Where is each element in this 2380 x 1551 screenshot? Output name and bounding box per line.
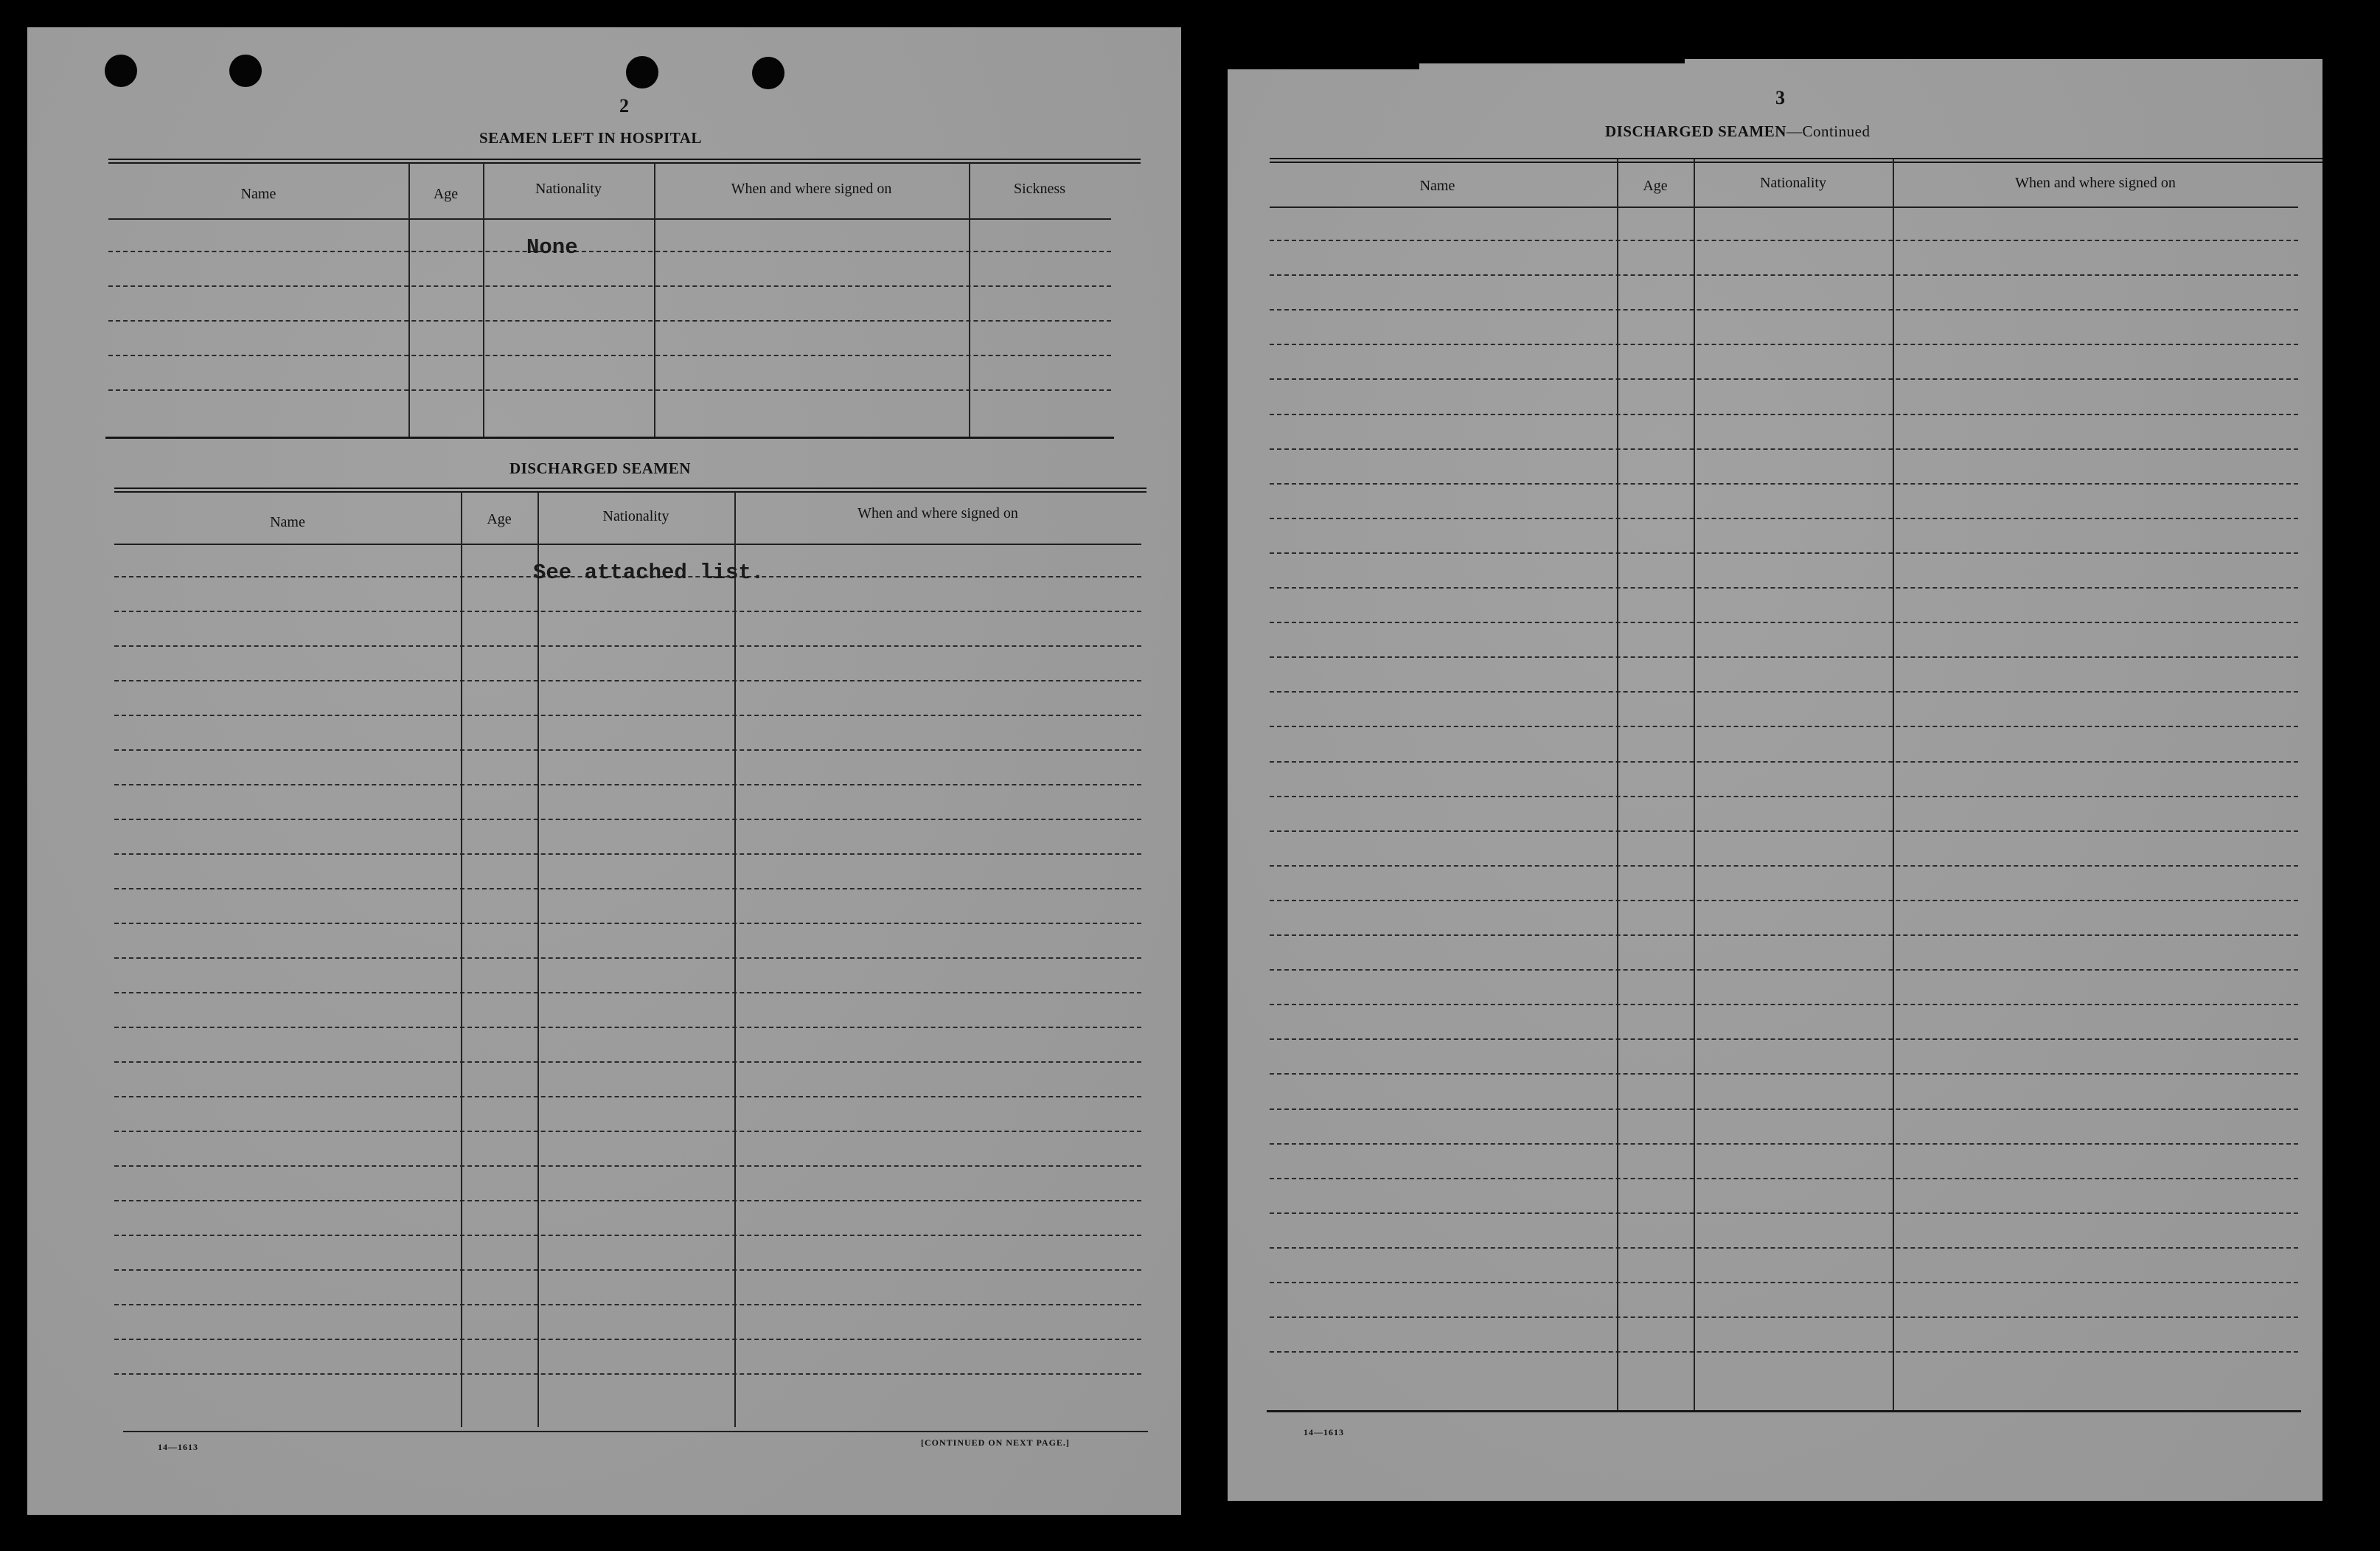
table-row-line: [114, 819, 1141, 820]
table-row-line: [1270, 1212, 2298, 1214]
table-row-line: [114, 1131, 1141, 1132]
table-top-rule: [108, 159, 1141, 164]
table-row-line: [108, 320, 1111, 322]
col-header-nationality: Nationality: [1760, 175, 1826, 191]
table-row-line: [114, 645, 1141, 647]
col-header-name: Name: [1419, 178, 1455, 194]
punch-hole: [626, 56, 658, 89]
table-row-line: [114, 1165, 1141, 1167]
form-number: 14—1613: [158, 1442, 198, 1452]
continued-note: [CONTINUED ON NEXT PAGE.]: [921, 1437, 1070, 1448]
section-title-suffix: —Continued: [1786, 122, 1871, 140]
hospital-entry: None: [526, 235, 578, 260]
col-header-age: Age: [487, 511, 512, 527]
table-row-line: [114, 715, 1141, 716]
table-row-line: [114, 1235, 1141, 1236]
col-header-age: Age: [433, 186, 459, 202]
table-row-line: [1270, 552, 2298, 554]
table-row-line: [1270, 1351, 2298, 1353]
discharged-entry: See attached list.: [533, 561, 765, 585]
page-number: 3: [1775, 87, 1785, 108]
table-row-line: [114, 611, 1141, 612]
torn-edge: [1419, 59, 1685, 63]
table-row-line: [1270, 691, 2298, 693]
table-row-line: [1270, 1143, 2298, 1145]
punch-hole: [229, 55, 262, 87]
section-title: DISCHARGED SEAMEN: [1605, 122, 1786, 140]
form-number: 14—1613: [1304, 1427, 1344, 1437]
column-divider: [483, 163, 484, 437]
table-row-line: [114, 992, 1141, 993]
table-row-line: [114, 1269, 1141, 1271]
table-row-line: [1270, 240, 2298, 241]
table-row-line: [114, 888, 1141, 889]
table-row-line: [1270, 1316, 2298, 1318]
table-row-line: [1270, 969, 2298, 971]
table-row-line: [114, 1096, 1141, 1097]
left-page: [27, 27, 1181, 1515]
table-row-line: [1270, 900, 2298, 901]
table-row-line: [108, 251, 1111, 252]
col-header-nationality: Nationality: [602, 508, 669, 524]
table-row-line: [1270, 483, 2298, 485]
table-row-line: [114, 680, 1141, 681]
column-divider: [1617, 159, 1618, 1410]
table-row-line: [1270, 726, 2298, 727]
col-header-signed-on: When and where signed on: [731, 181, 892, 197]
column-divider: [461, 492, 462, 1427]
column-divider: [969, 163, 970, 437]
column-divider: [1694, 159, 1695, 1410]
col-header-nationality: Nationality: [535, 181, 602, 197]
col-header-name: Name: [270, 514, 305, 530]
table-top-rule: [1270, 158, 2322, 163]
header-rule: [108, 218, 1111, 220]
table-row-line: [114, 957, 1141, 959]
table-row-line: [1270, 414, 2298, 415]
table-row-line: [108, 285, 1111, 287]
column-divider: [654, 163, 655, 437]
table-row-line: [114, 1200, 1141, 1201]
table-row-line: [1270, 622, 2298, 623]
table-row-line: [1270, 830, 2298, 832]
table-row-line: [114, 1061, 1141, 1063]
section-title-discharged-continued: [1605, 122, 1870, 141]
table-row-line: [1270, 518, 2298, 519]
col-header-sickness: Sickness: [1014, 181, 1065, 197]
table-row-line: [1270, 656, 2298, 658]
table-bottom-rule: [1267, 1410, 2301, 1412]
table-row-line: [1270, 1004, 2298, 1005]
col-header-age: Age: [1643, 178, 1668, 194]
bottom-rule: [123, 1431, 1148, 1432]
column-divider: [537, 492, 539, 1427]
table-bottom-rule: [105, 437, 1114, 439]
table-row-line: [1270, 587, 2298, 589]
column-divider: [1893, 159, 1894, 1410]
column-divider: [734, 492, 736, 1427]
punch-hole: [105, 55, 137, 87]
table-row-line: [108, 389, 1111, 391]
column-divider: [408, 163, 410, 437]
table-row-line: [114, 1304, 1141, 1305]
table-row-line: [1270, 934, 2298, 936]
col-header-signed-on: When and where signed on: [857, 505, 1018, 521]
table-row-line: [114, 1027, 1141, 1028]
col-header-name: Name: [240, 186, 276, 202]
table-row-line: [108, 355, 1111, 356]
header-rule: [1270, 207, 2298, 208]
section-title-discharged: DISCHARGED SEAMEN: [509, 459, 691, 477]
table-row-line: [114, 923, 1141, 924]
table-row-line: [114, 784, 1141, 785]
torn-edge: [1228, 59, 1419, 69]
table-row-line: [1270, 1038, 2298, 1040]
table-row-line: [114, 1373, 1141, 1375]
col-header-signed-on: When and where signed on: [2015, 175, 2176, 191]
table-row-line: [114, 749, 1141, 751]
table-row-line: [1270, 344, 2298, 345]
table-row-line: [1270, 274, 2298, 276]
table-row-line: [1270, 1073, 2298, 1075]
table-row-line: [1270, 378, 2298, 380]
table-row-line: [114, 853, 1141, 855]
table-row-line: [114, 1339, 1141, 1340]
section-title-hospital: SEAMEN LEFT IN HOSPITAL: [479, 129, 702, 147]
right-page: [1228, 59, 2322, 1501]
table-top-rule: [114, 487, 1146, 493]
table-row-line: [1270, 1282, 2298, 1283]
header-rule: [114, 544, 1141, 545]
table-row-line: [1270, 865, 2298, 867]
table-row-line: [1270, 796, 2298, 797]
table-row-line: [1270, 448, 2298, 450]
table-row-line: [1270, 761, 2298, 763]
table-row-line: [1270, 1247, 2298, 1249]
page-number: 2: [619, 95, 629, 117]
table-row-line: [1270, 1108, 2298, 1110]
punch-hole: [752, 57, 784, 89]
table-row-line: [1270, 309, 2298, 310]
table-row-line: [1270, 1178, 2298, 1179]
